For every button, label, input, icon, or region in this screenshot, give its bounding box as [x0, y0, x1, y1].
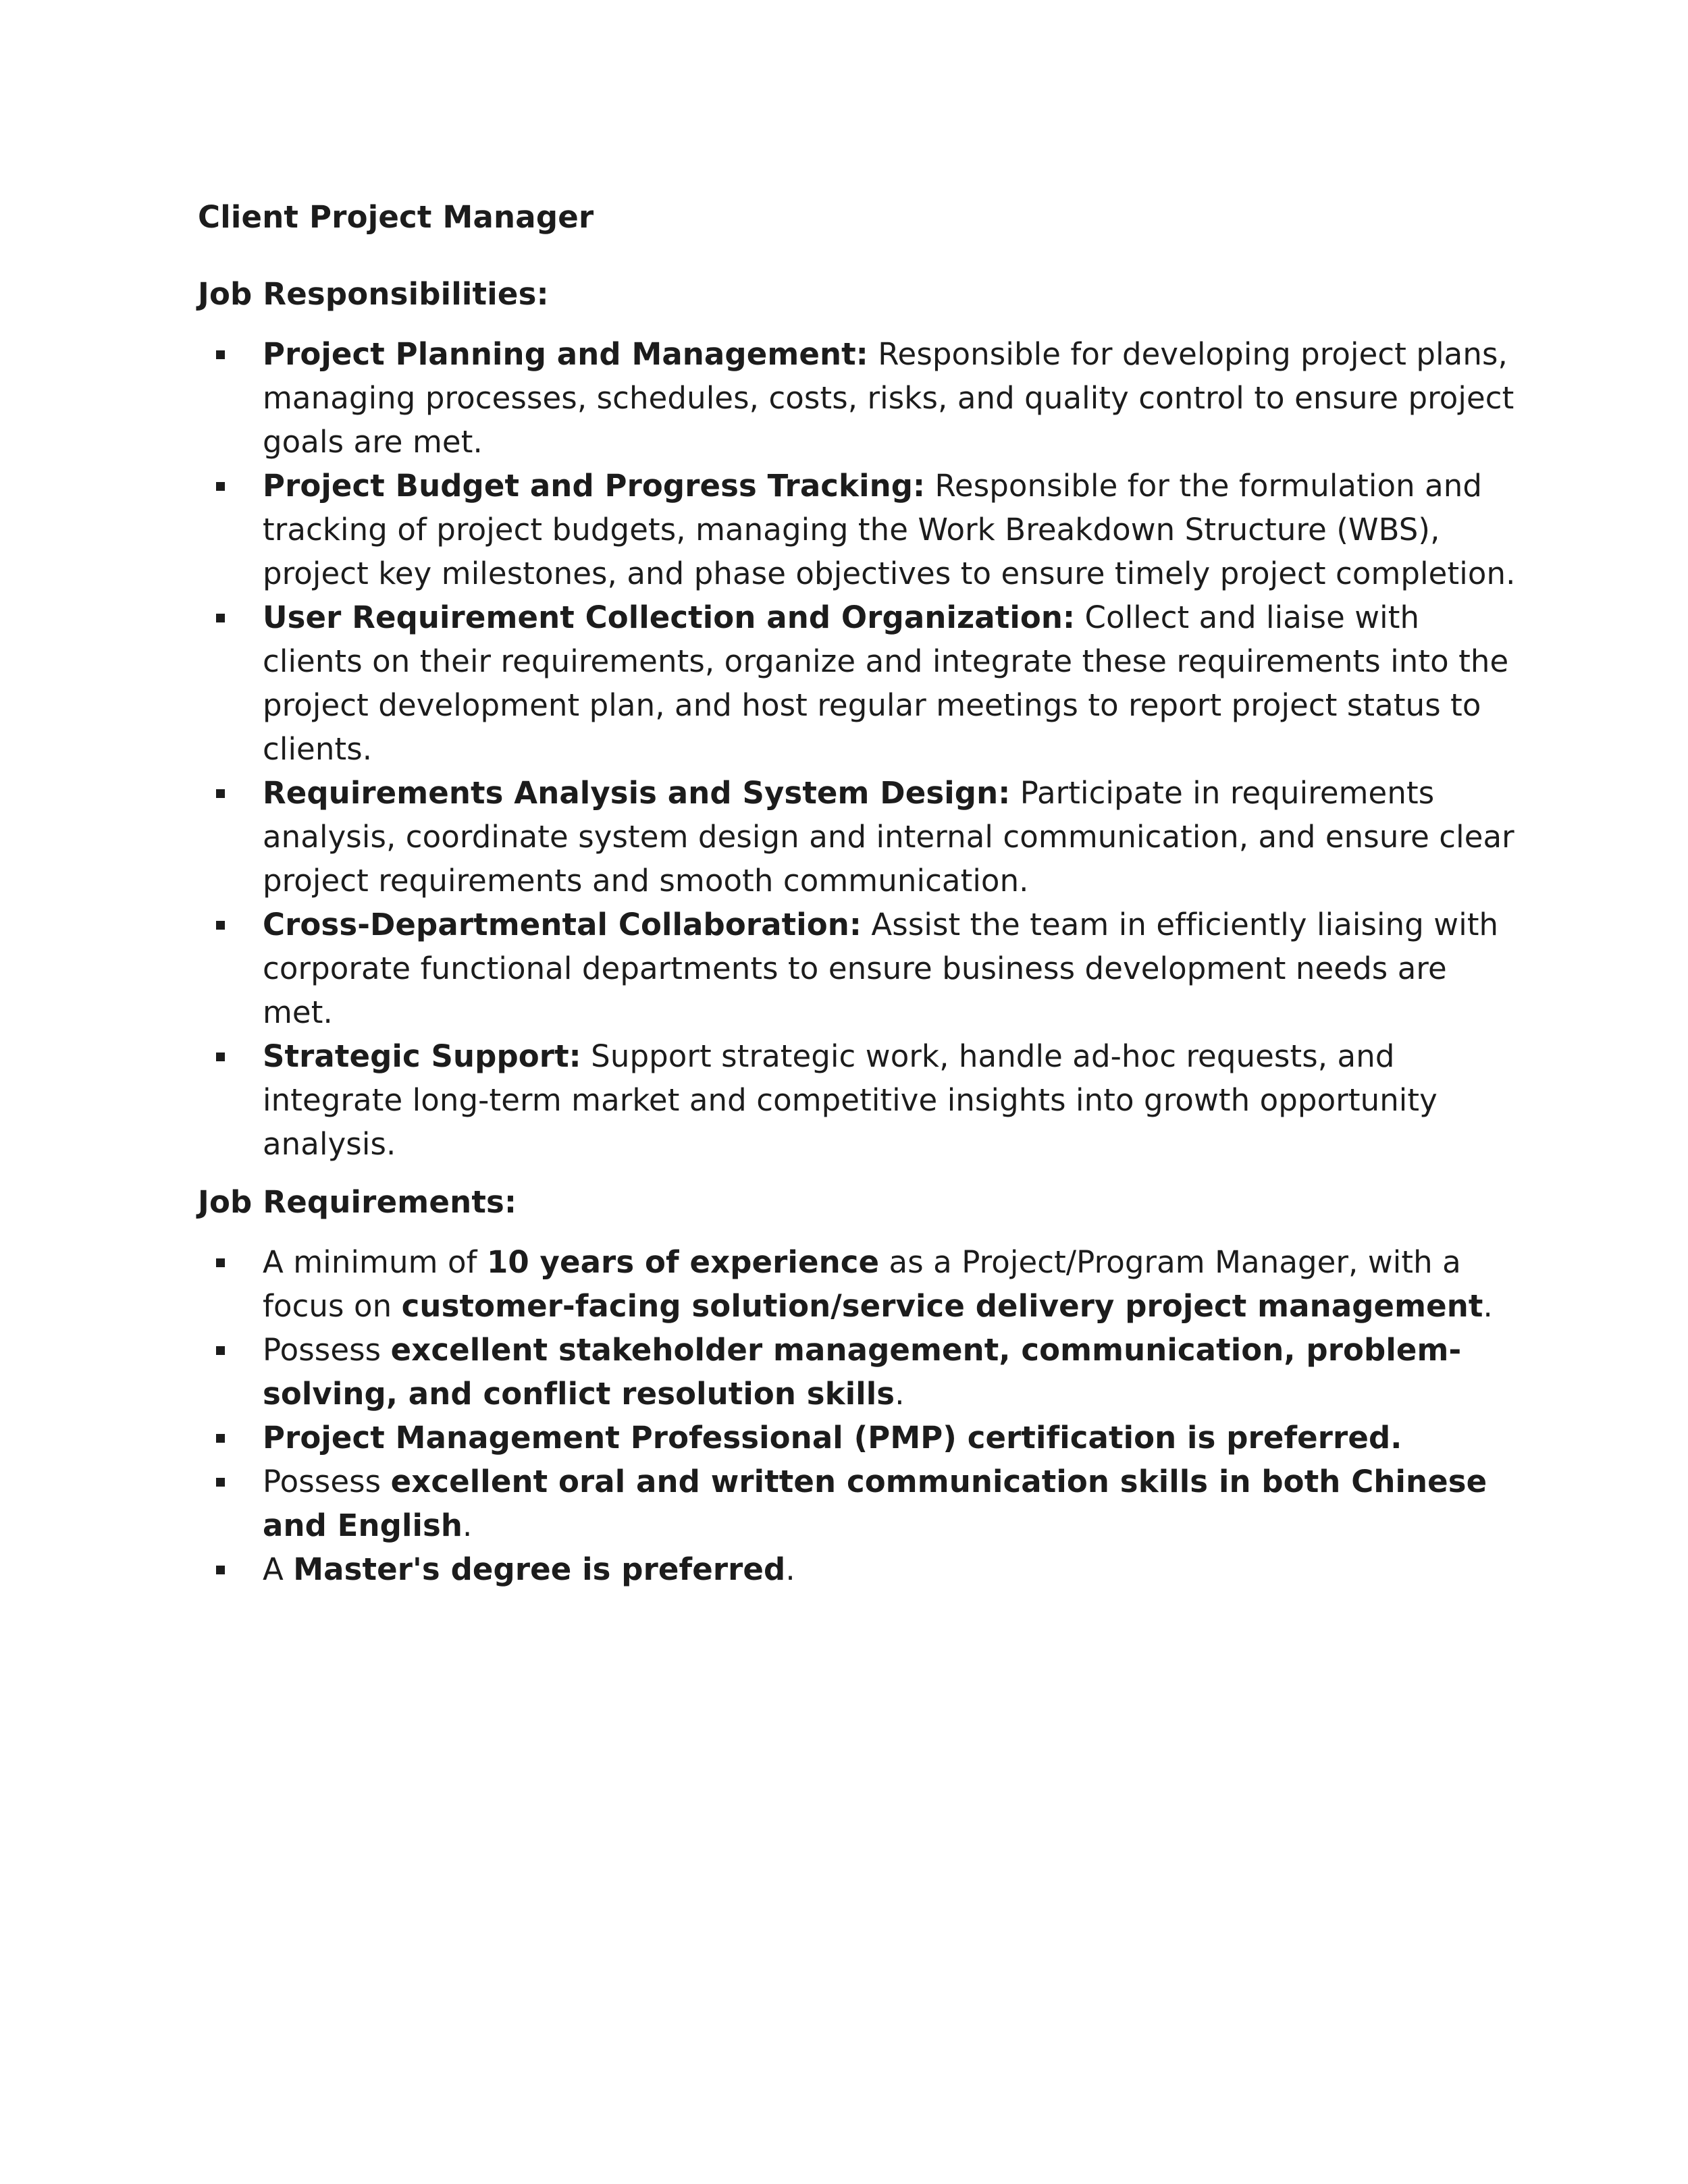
item-emphasis: excellent oral and written communication skills in both Chinese and English	[263, 1464, 1487, 1543]
item-emphasis: Project Management Professional (PMP) certification is preferred.	[263, 1420, 1402, 1456]
item-text: as a Project/Program Manager, with a focus on	[263, 1244, 1461, 1324]
list-item	[198, 1547, 1521, 1591]
list-item	[198, 1034, 1521, 1166]
item-text: Possess	[263, 1332, 391, 1368]
item-label: Project Planning and Management:	[263, 336, 868, 372]
item-text: Responsible for developing project plans, managing processes, schedules, costs, risks, and quality control to ensure project goals are met.	[263, 336, 1514, 460]
responsibilities-list	[198, 332, 1521, 1166]
document-page	[198, 196, 1521, 1606]
item-emphasis: Master's degree is preferred	[293, 1551, 786, 1587]
item-text: A minimum of	[263, 1244, 487, 1280]
list-item	[198, 332, 1521, 464]
square-bullet-icon	[216, 350, 225, 359]
item-text: A	[263, 1551, 294, 1587]
item-emphasis: 10 years of experience	[486, 1244, 880, 1280]
square-bullet-icon	[216, 1478, 225, 1487]
square-bullet-icon	[216, 1566, 225, 1574]
requirements-list	[198, 1240, 1521, 1591]
item-text: Participate in requirements analysis, coordinate system design and internal communication, and ensure clear project requirements and smooth communication.	[263, 775, 1514, 899]
item-text: .	[463, 1508, 473, 1543]
item-label: Strategic Support:	[263, 1038, 581, 1074]
list-item	[198, 771, 1521, 903]
list-item	[198, 903, 1521, 1034]
item-text: Assist the team in efficiently liaising with corporate functional departments to ensure business development needs are met.	[263, 907, 1499, 1030]
square-bullet-icon	[216, 1053, 225, 1061]
list-item	[198, 1328, 1521, 1416]
square-bullet-icon	[216, 1346, 225, 1355]
list-item	[198, 595, 1521, 771]
list-item	[198, 464, 1521, 595]
list-item	[198, 1240, 1521, 1328]
list-item	[198, 1416, 1521, 1460]
item-text: Responsible for the formulation and tracking of project budgets, managing the Work Breakdown Structure (WBS), project key milestones, and phase objectives to ensure timely project completion.	[263, 468, 1516, 591]
item-text: Support strategic work, handle ad-hoc requests, and integrate long-term market and competitive insights into growth opportunity analysis.	[263, 1038, 1438, 1162]
square-bullet-icon	[216, 921, 225, 930]
requirements-heading: Job Requirements:	[198, 1184, 517, 1220]
square-bullet-icon	[216, 614, 225, 622]
item-label: Requirements Analysis and System Design:	[263, 775, 1011, 811]
item-text: Possess	[263, 1464, 391, 1499]
item-emphasis: customer-facing solution/service delivery project management	[401, 1288, 1483, 1324]
item-emphasis: excellent stakeholder management, communication, problem-solving, and conflict resolution skills	[263, 1332, 1462, 1412]
list-item	[198, 1460, 1521, 1547]
item-text: .	[785, 1551, 795, 1587]
square-bullet-icon	[216, 1434, 225, 1443]
item-text: Collect and liaise with clients on their requirements, organize and integrate these requirements into the project development plan, and host regular meetings to report project status to clients.	[263, 600, 1509, 767]
item-label: User Requirement Collection and Organization:	[263, 600, 1076, 635]
square-bullet-icon	[216, 482, 225, 491]
responsibilities-heading: Job Responsibilities:	[198, 276, 549, 312]
square-bullet-icon	[216, 789, 225, 798]
document-title: Client Project Manager	[198, 199, 594, 235]
square-bullet-icon	[216, 1258, 225, 1267]
item-text: .	[1483, 1288, 1493, 1324]
item-label: Project Budget and Progress Tracking:	[263, 468, 926, 504]
item-text: .	[895, 1376, 905, 1412]
item-label: Cross-Departmental Collaboration:	[263, 907, 862, 942]
